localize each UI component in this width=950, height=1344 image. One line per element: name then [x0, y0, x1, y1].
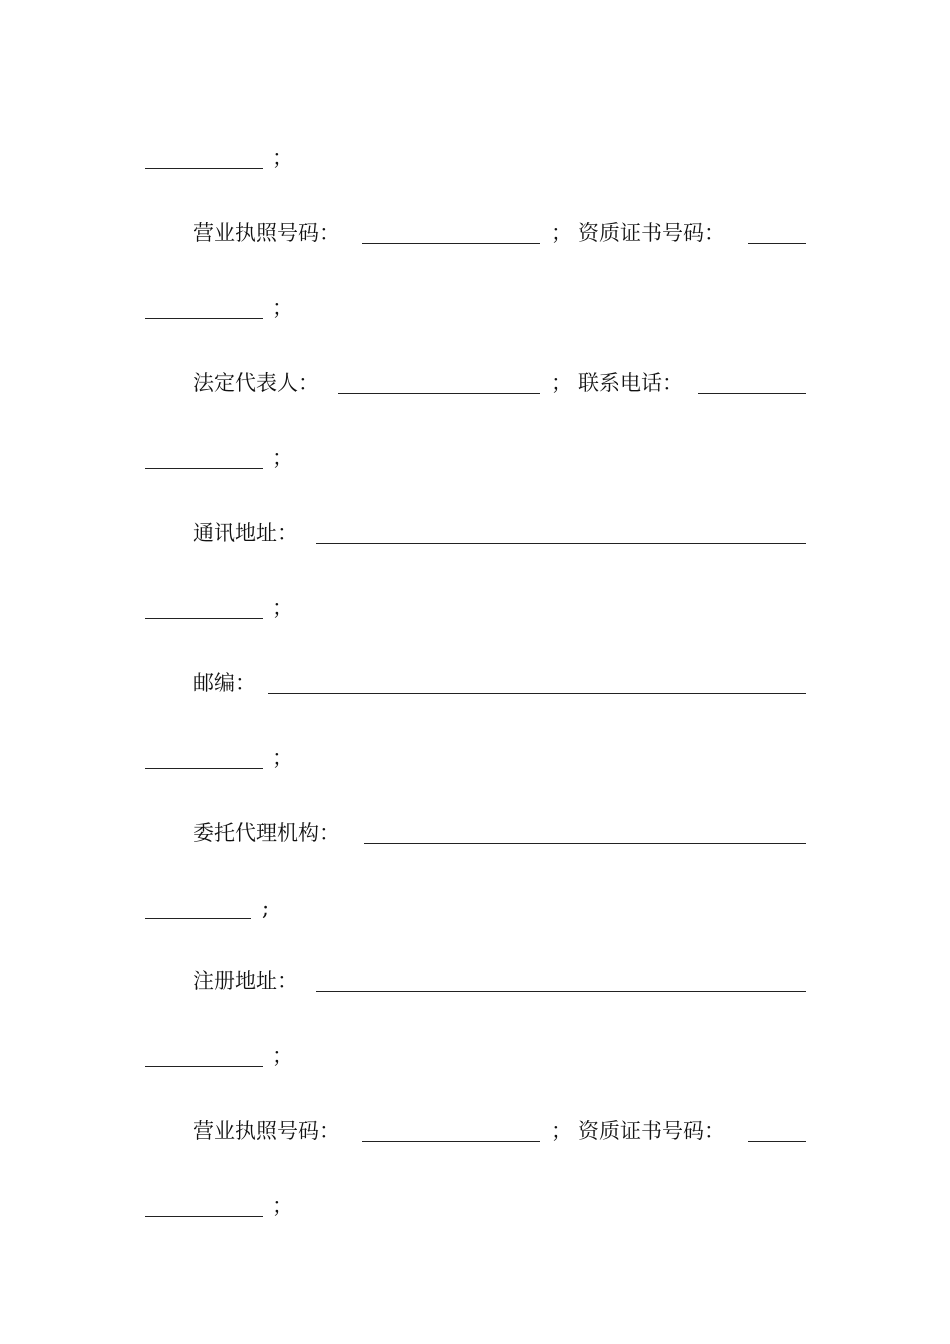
semicolon: ；	[551, 371, 572, 395]
blank-field[interactable]	[145, 918, 251, 919]
label-license-number: 营业执照号码：	[193, 1119, 340, 1143]
phone-field[interactable]	[698, 393, 806, 394]
label-qualification-cert-number: 资质证书号码：	[578, 221, 725, 245]
form-line-continuation	[0, 288, 950, 328]
form-line-license	[0, 1111, 950, 1151]
qualification-cert-number-field[interactable]	[748, 1141, 806, 1142]
form-line-legal-rep	[0, 363, 950, 403]
semicolon: ；	[272, 746, 293, 770]
qualification-cert-number-field[interactable]	[748, 243, 806, 244]
blank-field[interactable]	[145, 318, 263, 319]
form-line-address	[0, 513, 950, 553]
semicolon: ；	[551, 221, 572, 245]
blank-field[interactable]	[145, 618, 263, 619]
form-line-continuation	[0, 1186, 950, 1226]
semicolon: ；	[272, 596, 293, 620]
semicolon: ；	[272, 296, 293, 320]
form-line-license	[0, 213, 950, 253]
semicolon: ；	[272, 1194, 293, 1218]
semicolon: ;	[262, 896, 270, 920]
label-agency: 委托代理机构：	[193, 821, 340, 845]
license-number-field[interactable]	[362, 1141, 540, 1142]
label-qualification-cert-number: 资质证书号码：	[578, 1119, 725, 1143]
form-line-continuation	[0, 438, 950, 478]
semicolon: ；	[551, 1119, 572, 1143]
form-line-continuation	[0, 588, 950, 628]
form-line-continuation	[0, 738, 950, 778]
blank-field[interactable]	[145, 468, 263, 469]
form-line-reg-address	[0, 961, 950, 1001]
form-line-continuation	[0, 888, 950, 928]
label-license-number: 营业执照号码：	[193, 221, 340, 245]
label-mailing-address: 通讯地址：	[193, 521, 298, 545]
label-postcode: 邮编：	[193, 671, 256, 695]
blank-field[interactable]	[145, 1216, 263, 1217]
blank-field[interactable]	[145, 168, 263, 169]
label-legal-representative: 法定代表人：	[193, 371, 319, 395]
agency-field[interactable]	[364, 843, 806, 844]
form-line-continuation	[0, 1036, 950, 1076]
form-line-agency	[0, 813, 950, 853]
label-phone: 联系电话：	[578, 371, 683, 395]
semicolon: ；	[272, 146, 293, 170]
legal-representative-field[interactable]	[338, 393, 540, 394]
mailing-address-field[interactable]	[316, 543, 806, 544]
form-line-continuation	[0, 138, 950, 178]
label-registered-address: 注册地址：	[193, 969, 298, 993]
form-line-postcode	[0, 663, 950, 703]
semicolon: ；	[272, 446, 293, 470]
blank-field[interactable]	[145, 768, 263, 769]
license-number-field[interactable]	[362, 243, 540, 244]
postcode-field[interactable]	[268, 693, 806, 694]
semicolon: ；	[272, 1044, 293, 1068]
blank-field[interactable]	[145, 1066, 263, 1067]
registered-address-field[interactable]	[316, 991, 806, 992]
